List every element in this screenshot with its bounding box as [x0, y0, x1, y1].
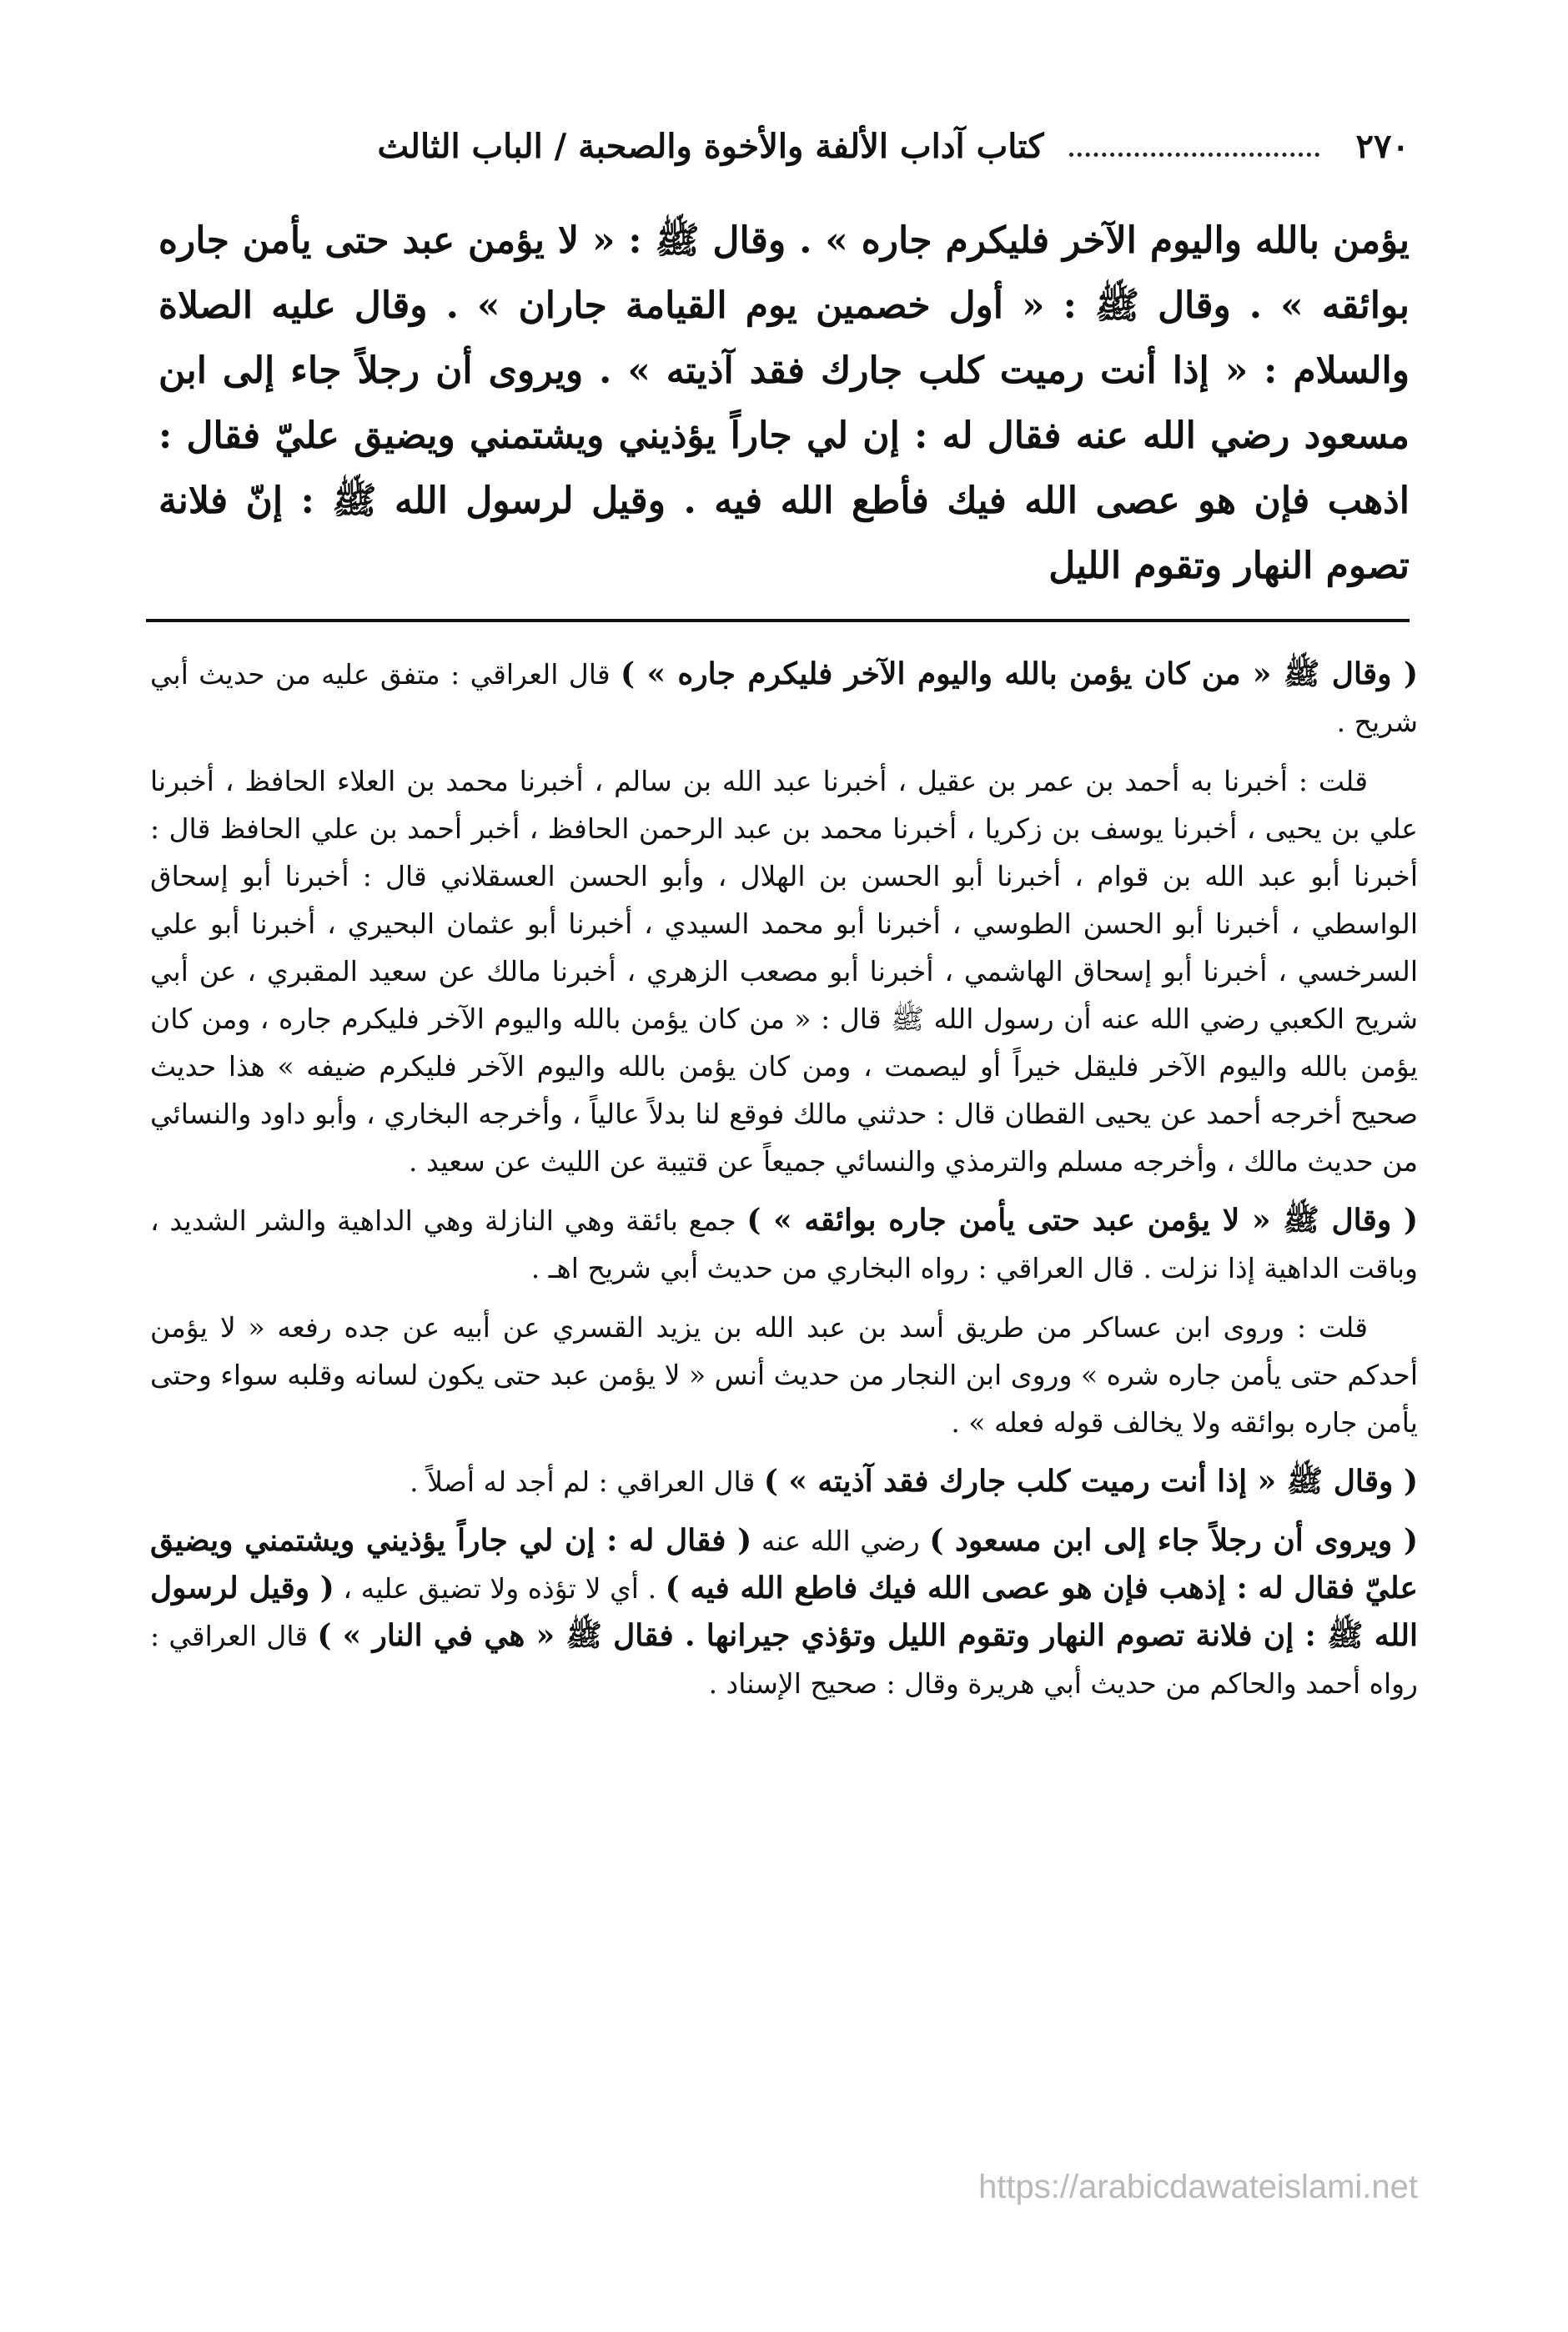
- page-number: ٢٧٠: [1355, 126, 1410, 166]
- commentary-text: قال العراقي : لم أجد له أصلاً .: [410, 1465, 764, 1498]
- text-separator-line: [146, 619, 1410, 622]
- main-text: [158, 209, 1410, 599]
- commentary-text: . أي لا تؤذه ولا تضيق عليه ،: [334, 1572, 666, 1605]
- commentary-paragraph-1: [150, 651, 1418, 746]
- commentary-text: قال العراقي : متفق عليه من حديث أبي شريح .: [150, 658, 1418, 738]
- commentary-paragraph-5: [150, 1458, 1418, 1505]
- commentary-text: قال العراقي : رواه أحمد والحاكم من حديث أبي هريرة وقال : صحيح الإسناد .: [150, 1620, 1418, 1700]
- commentary-text: جمع بائقة وهي النازلة وهي الداهية والشر الشديد ، وباقت الداهية إذا نزلت . قال العراقي : رواه البخاري من حديث أبي شريح اهـ .: [150, 1204, 1418, 1284]
- page-header: [158, 117, 1410, 175]
- commentary-paragraph-3: [150, 1197, 1418, 1292]
- quoted-text: ( وقال ﷺ « لا يؤمن عبد حتى يأمن جاره بوائقه » ): [746, 1203, 1419, 1238]
- commentary-paragraph-6: [150, 1517, 1418, 1707]
- quoted-text: ( وقيل لرسول الله ﷺ : إن فلانة تصوم النهار وتقوم الليل وتؤذي جيرانها . فقال ﷺ « هي في النار » ): [150, 1571, 1418, 1653]
- header-dotted-leader: [1069, 153, 1319, 157]
- main-paragraph: يؤمن بالله واليوم الآخر فليكرم جاره » . وقال ﷺ : « لا يؤمن عبد حتى يأمن جاره بوائقه » . وقال ﷺ : « أول خصمين يوم القيامة جاران » . وقال عليه الصلاة والسلام : « إذا أنت رميت كلب جارك فقد آذيته » . ويروى أن رجلاً جاء إلى ابن مسعود رضي الله عنه فقال له : إن لي جاراً يؤذيني ويشتمني ويضيق عليّ فقال : اذهب فإن هو عصى الله فيك فأطع الله فيه . وقيل لرسول الله ﷺ : إنّ فلانة تصوم النهار وتقوم الليل: [158, 219, 1410, 587]
- commentary-text: رضي الله عنه: [751, 1525, 930, 1557]
- quoted-text: ( فقال له : إن لي جاراً يؤذيني ويشتمني ويضيق عليّ فقال له : إذهب فإن هو عصى الله فيك فاطع الله فيه ): [150, 1523, 1418, 1606]
- commentary-paragraph-2: قلت : أخبرنا به أحمد بن عمر بن عقيل ، أخبرنا عبد الله بن سالم ، أخبرنا محمد بن العلاء الحافظ ، أخبرنا علي بن يحيى ، أخبرنا يوسف بن زكريا ، أخبرنا محمد بن عبد الرحمن الحافظ ، أخبر أحمد بن علي الحافظ قال : أخبرنا أبو عبد الله بن قوام ، أخبرنا أبو الحسن بن الهلال ، وأبو الحسن العسقلاني قال : أخبرنا أبو إسحاق الواسطي ، أخبرنا أبو الحسن الطوسي ، أخبرنا أبو محمد السيدي ، أخبرنا أبو عثمان البحيري ، أخبرنا أبو علي السرخسي ، أخبرنا أبو إسحاق الهاشمي ، أخبرنا أبو مصعب الزهري ، أخبرنا مالك عن سعيد المقبري ، عن أبي شريح الكعبي رضي الله عنه أن رسول الله ﷺ قال : « من كان يؤمن بالله واليوم الآخر فليكرم جاره ، ومن كان يؤمن بالله واليوم الآخر فليقل خيراً أو ليصمت ، ومن كان يؤمن بالله واليوم الآخر فليكرم ضيفه » هذا حديث صحيح أخرجه أحمد عن يحيى القطان قال : حدثني مالك فوقع لنا بدلاً عالياً ، وأخرجه البخاري ، وأبو داود والنسائي من حديث مالك ، وأخرجه مسلم والترمذي والنسائي جميعاً عن قتيبة عن الليث عن سعيد .: [150, 765, 1418, 1178]
- quoted-text: ( وقال ﷺ « إذا أنت رميت كلب جارك فقد آذيته » ): [763, 1464, 1418, 1499]
- watermark-url: https://arabicdawateislami.net: [978, 2169, 1418, 2205]
- running-title: كتاب آداب الألفة والأخوة والصحبة / الباب الثالث: [377, 126, 1044, 166]
- quoted-text: ( وقال ﷺ « من كان يؤمن بالله واليوم الآخر فليكرم جاره » ): [621, 656, 1418, 691]
- commentary: [150, 651, 1418, 1719]
- quoted-text: ( ويروى أن رجلاً جاء إلى ابن مسعود ): [929, 1523, 1418, 1558]
- commentary-paragraph-4: قلت : وروى ابن عساكر من طريق أسد بن عبد الله بن يزيد القسري عن أبيه عن جده رفعه « لا يؤمن أحدكم حتى يأمن جاره شره » وروى ابن النجار من حديث أنس « لا يؤمن عبد حتى يكون لسانه وقلبه سواء وحتى يأمن جاره بوائقه ولا يخالف قوله فعله » .: [150, 1311, 1418, 1439]
